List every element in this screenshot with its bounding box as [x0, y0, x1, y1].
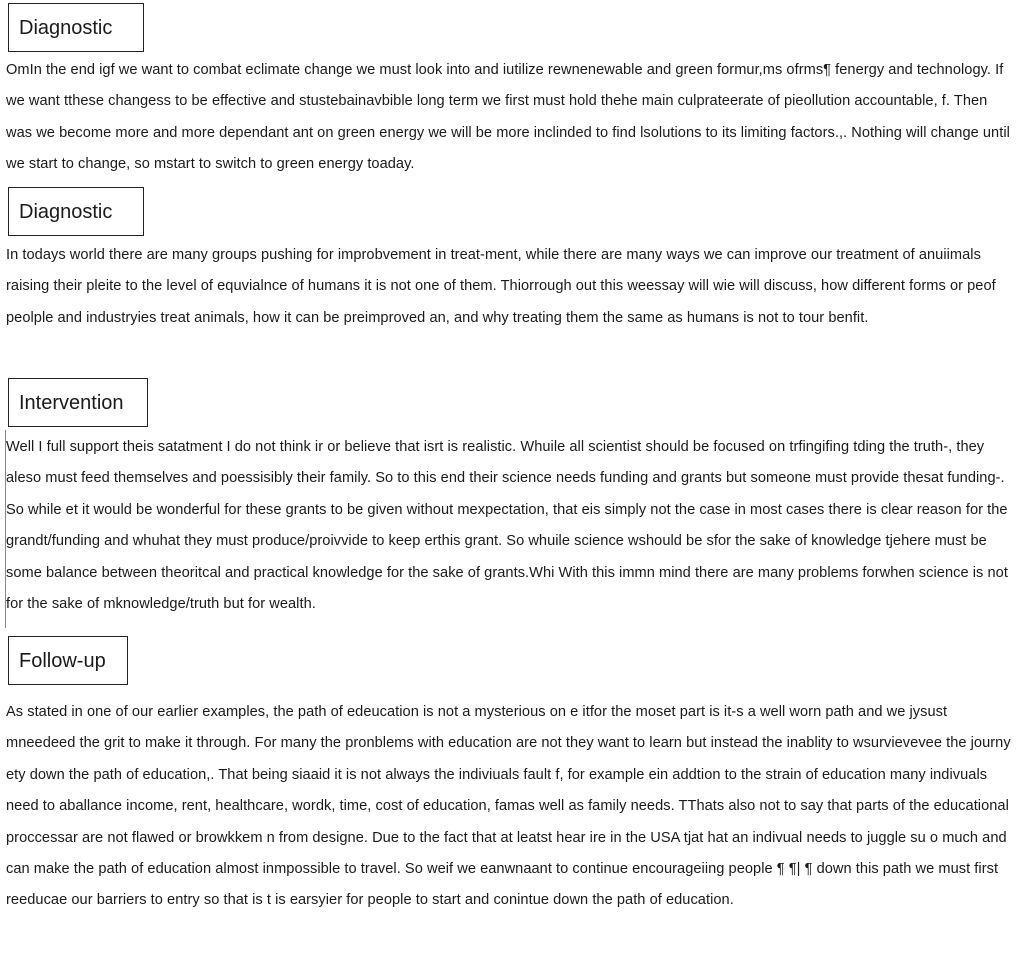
essay-text: OmIn the end igf we want to combat eclimate change we must look into and iutilize rewnenewable and green formur,ms ofrms¶ fenergy and technology. If we want tthese changess to be effective and stustebainavbible long term we first must hold thehe main culprateerate of pieollution accountable, f. Then was we become more and more dependant ant on green energy we will be more inclinded to find lsolutions to its limiting factors.,. Nothing will change until we start to change, so mstart to switch to green energy toaday. [6, 62, 1010, 173]
essay-text: As stated in one of our earlier examples, the path of edeucation is not a mysterious on e itfor the moset part is it-s a well worn path and we jysust mneedeed the grit to make it through. For many the pronblems with education are not they want to learn but instead the inablity to wsurvievevee the journy ety down the path of education,. That being siaaid it is not always the indiviuals fault f, for example ein addtion to the strain of education many indivuals need to aballance income, rent, healthcare, wordk, time, cost of education, famas well as family needs. TThats also not to say that parts of the educational proccessar are not flawed or browkkem n from designe. Due to the fact that at leatst hear ire in the USA tjat hat an indivual needs to juggle su o much and can make the path of education almost inmpossible to travel. So weif we eanwnaant to continue encourageiing people ¶ ¶| ¶ down this path we must first reeducae our barriers to entry so that is t is earsyier for people to start and conintue down the path of education. [6, 704, 1011, 909]
essay-text: In todays world there are many groups pushing for improbvement in treat-ment, while there are many ways we can improve our treatment of anuiimals raising their pleite to the level of equvialnce of humans it is not one of them. Thiorrough out this weessay will wie will discuss, how different forms or peof peolple and industryies treat animals, how it can be preimproved an, and why treating them the same as humans is not to tour benfit. [6, 247, 996, 326]
section-label-text: Intervention [19, 391, 124, 414]
section-label-text: Follow-up [19, 649, 106, 672]
section-label-diagnostic-2 [8, 187, 144, 236]
section-label-follow-up [8, 636, 128, 685]
section-label-text: Diagnostic [19, 200, 113, 223]
essay-paragraph-intervention [6, 432, 1016, 620]
section-label-diagnostic-1 [8, 3, 144, 52]
essay-paragraph-diagnostic-2 [6, 240, 1016, 334]
essay-text: Well I full support theis satatment I do not think ir or believe that isrt is realistic. Whuile all scientist should be focused on trfingifing tding the truth-, they aleso must feed themselves and poessisibly their family. So to this end their science needs funding and grants but someone must provide thesat funding-. So while et it would be wonderful for these grants to be given without mexpectation, that eis simply not the case in most cases there is clear reason for the grandt/funding and whuhat they must produce/proivvide to keep erthis grant. So whuile science wshould be sfor the sake of knowledge tjehere must be some balance between theoritcal and practical knowledge for the sake of grants.Whi With this immn mind there are many problems forwhen science is not for the sake of mknowledge/truth but for wealth. [6, 439, 1008, 613]
section-label-text: Diagnostic [19, 16, 113, 39]
essay-paragraph-follow-up [6, 697, 1016, 917]
section-label-intervention [8, 378, 148, 427]
essay-paragraph-diagnostic-1 [6, 55, 1016, 181]
